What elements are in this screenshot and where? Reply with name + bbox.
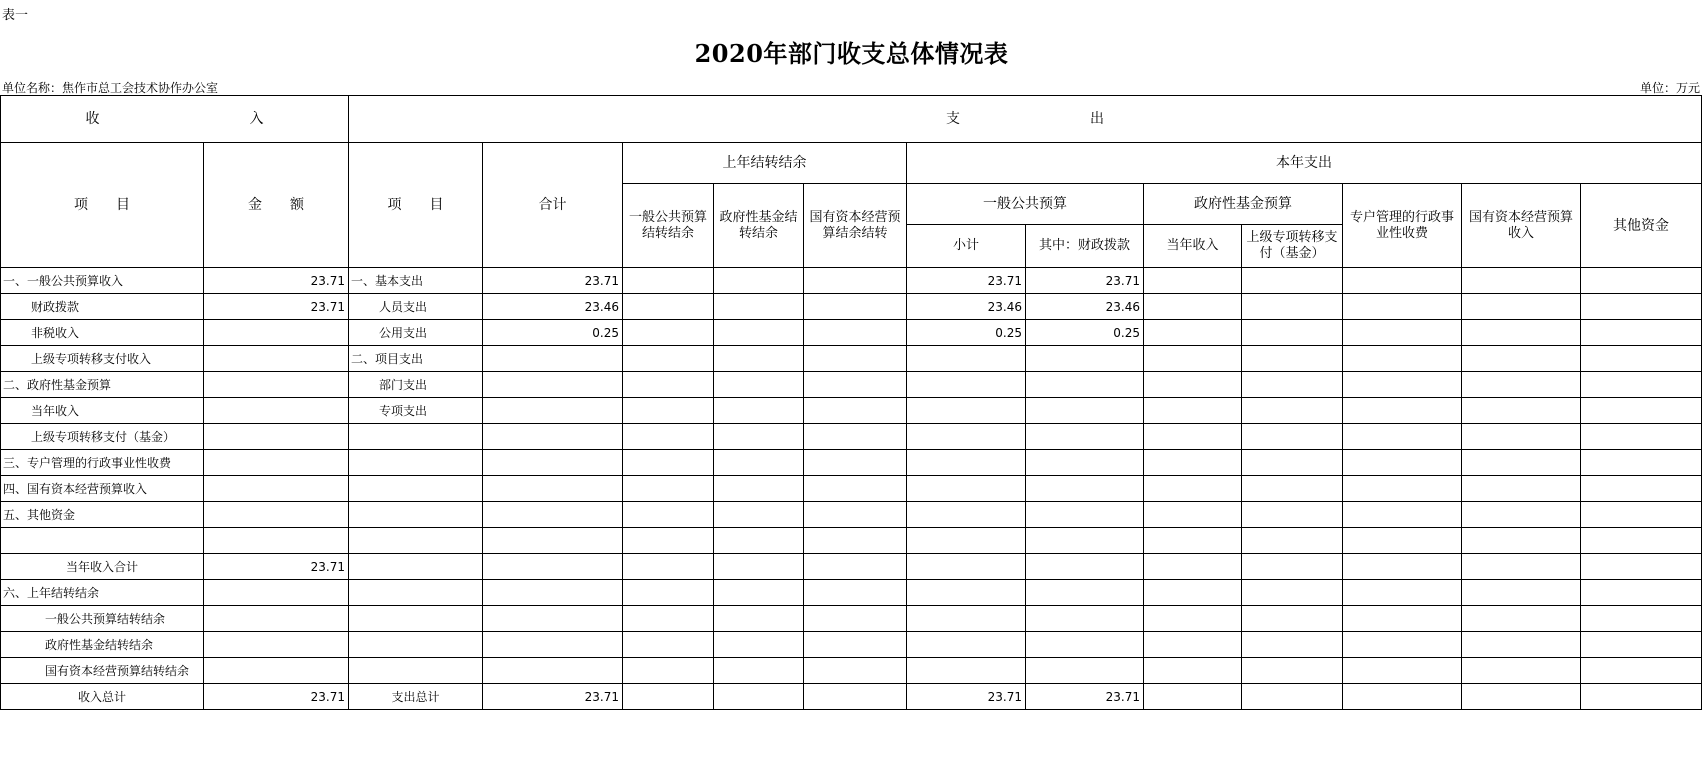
amount-cell: 23.71 — [204, 268, 349, 294]
gpb-carry-cell — [623, 398, 714, 424]
fiscal-alloc-cell — [1026, 580, 1144, 606]
special-fee-cell — [1343, 476, 1462, 502]
other-funds-cell — [1581, 398, 1702, 424]
upper-transfer-cell — [1242, 346, 1343, 372]
subtotal-cell — [907, 632, 1026, 658]
income-item-cell: 五、其他资金 — [1, 502, 204, 528]
current-income-cell — [1144, 294, 1242, 320]
soe-income-cell — [1462, 658, 1581, 684]
soe-carry-cell — [804, 476, 907, 502]
special-fee-cell — [1343, 320, 1462, 346]
gpb-carry-cell — [623, 554, 714, 580]
total-cell — [483, 398, 623, 424]
current-income-cell — [1144, 450, 1242, 476]
gfund-carry-cell — [714, 346, 804, 372]
subtotal-cell — [907, 528, 1026, 554]
total-cell: 0.25 — [483, 320, 623, 346]
expense-header-char-1: 支 — [946, 111, 961, 127]
upper-transfer-cell — [1242, 606, 1343, 632]
gfund-carry-cell — [714, 424, 804, 450]
soe-income-cell — [1462, 372, 1581, 398]
col-header-soe-carry: 国有资本经营预算结余结转 — [804, 184, 907, 268]
expense-header-char-2: 出 — [1090, 111, 1105, 127]
table-row — [1, 294, 1702, 320]
upper-transfer-cell — [1242, 554, 1343, 580]
gpb-carry-cell — [623, 268, 714, 294]
income-section-header — [1, 96, 349, 143]
soe-carry-cell — [804, 372, 907, 398]
table-row — [1, 502, 1702, 528]
col-header-special-fee: 专户管理的行政事业性收费 — [1343, 184, 1462, 268]
soe-carry-cell — [804, 554, 907, 580]
upper-transfer-cell — [1242, 320, 1343, 346]
col-header-gfund-carry: 政府性基金结转结余 — [714, 184, 804, 268]
current-income-cell — [1144, 476, 1242, 502]
other-funds-cell — [1581, 554, 1702, 580]
expense-item-cell: 部门支出 — [349, 372, 483, 398]
special-fee-cell — [1343, 502, 1462, 528]
gfund-carry-cell — [714, 320, 804, 346]
expense-item-cell: 人员支出 — [349, 294, 483, 320]
income-item-cell: 一、一般公共预算收入 — [1, 268, 204, 294]
soe-carry-cell — [804, 528, 907, 554]
total-cell — [483, 528, 623, 554]
other-funds-cell — [1581, 658, 1702, 684]
header-row-group — [1, 143, 1702, 184]
expense-item-cell — [349, 424, 483, 450]
col-header-fiscal-alloc: 其中：财政拨款 — [1026, 225, 1144, 268]
expense-item-cell — [349, 658, 483, 684]
total-cell: 23.46 — [483, 294, 623, 320]
current-income-cell — [1144, 528, 1242, 554]
col-header-expense-item: 项 目 — [349, 143, 483, 268]
soe-income-cell — [1462, 606, 1581, 632]
expense-item-cell: 二、项目支出 — [349, 346, 483, 372]
amount-cell — [204, 372, 349, 398]
subtotal-cell — [907, 502, 1026, 528]
fiscal-alloc-cell — [1026, 476, 1144, 502]
subtotal-cell: 23.71 — [907, 684, 1026, 710]
gpb-carry-cell — [623, 372, 714, 398]
other-funds-cell — [1581, 268, 1702, 294]
soe-income-cell — [1462, 632, 1581, 658]
current-income-cell — [1144, 684, 1242, 710]
col-header-upper-transfer: 上级专项转移支付（基金） — [1242, 225, 1343, 268]
gfund-carry-cell — [714, 450, 804, 476]
expense-section-header — [349, 96, 1702, 143]
expense-item-cell — [349, 632, 483, 658]
gpb-carry-cell — [623, 658, 714, 684]
gpb-carry-cell — [623, 606, 714, 632]
soe-income-cell — [1462, 268, 1581, 294]
amount-cell — [204, 658, 349, 684]
table-row — [1, 658, 1702, 684]
income-item-cell: 一般公共预算结转结余 — [1, 606, 204, 632]
current-income-cell — [1144, 554, 1242, 580]
other-funds-cell — [1581, 346, 1702, 372]
special-fee-cell — [1343, 684, 1462, 710]
upper-transfer-cell — [1242, 268, 1343, 294]
table-row — [1, 580, 1702, 606]
gfund-carry-cell — [714, 528, 804, 554]
other-funds-cell — [1581, 502, 1702, 528]
expense-item-cell — [349, 554, 483, 580]
fiscal-alloc-cell — [1026, 528, 1144, 554]
upper-transfer-cell — [1242, 502, 1343, 528]
soe-carry-cell — [804, 398, 907, 424]
amount-cell — [204, 450, 349, 476]
col-header-other-funds: 其他资金 — [1581, 184, 1702, 268]
table-number: 表一 — [2, 8, 29, 23]
current-income-cell — [1144, 346, 1242, 372]
soe-carry-cell — [804, 632, 907, 658]
income-item-cell: 上级专项转移支付（基金） — [1, 424, 204, 450]
table-row — [1, 372, 1702, 398]
table-row — [1, 476, 1702, 502]
fiscal-alloc-cell — [1026, 554, 1144, 580]
total-cell — [483, 424, 623, 450]
upper-transfer-cell — [1242, 580, 1343, 606]
upper-transfer-cell — [1242, 450, 1343, 476]
special-fee-cell — [1343, 554, 1462, 580]
fiscal-alloc-cell: 0.25 — [1026, 320, 1144, 346]
soe-carry-cell — [804, 450, 907, 476]
fiscal-alloc-cell — [1026, 502, 1144, 528]
gfund-carry-cell — [714, 398, 804, 424]
amount-cell — [204, 346, 349, 372]
soe-carry-cell — [804, 580, 907, 606]
gfund-carry-cell — [714, 684, 804, 710]
other-funds-cell — [1581, 372, 1702, 398]
col-header-prev-carryover: 上年结转结余 — [623, 143, 907, 184]
amount-cell — [204, 476, 349, 502]
page-title: 2020年部门收支总体情况表 — [694, 39, 1009, 68]
table-row — [1, 632, 1702, 658]
amount-cell — [204, 606, 349, 632]
col-header-current-income: 当年收入 — [1144, 225, 1242, 268]
fiscal-alloc-cell: 23.46 — [1026, 294, 1144, 320]
gpb-carry-cell — [623, 502, 714, 528]
table-row — [1, 424, 1702, 450]
soe-income-cell — [1462, 580, 1581, 606]
income-item-cell: 上级专项转移支付收入 — [1, 346, 204, 372]
income-item-cell: 财政拨款 — [1, 294, 204, 320]
income-header-char-2: 入 — [249, 111, 264, 127]
special-fee-cell — [1343, 580, 1462, 606]
table-row — [1, 528, 1702, 554]
total-cell — [483, 606, 623, 632]
amount-cell — [204, 632, 349, 658]
total-cell — [483, 476, 623, 502]
special-fee-cell — [1343, 450, 1462, 476]
amount-cell — [204, 528, 349, 554]
gfund-carry-cell — [714, 658, 804, 684]
gfund-carry-cell — [714, 606, 804, 632]
current-income-cell — [1144, 658, 1242, 684]
total-cell — [483, 372, 623, 398]
special-fee-cell — [1343, 268, 1462, 294]
expense-item-cell — [349, 476, 483, 502]
special-fee-cell — [1343, 398, 1462, 424]
current-income-cell — [1144, 580, 1242, 606]
total-cell — [483, 580, 623, 606]
gfund-carry-cell — [714, 476, 804, 502]
table-row — [1, 554, 1702, 580]
col-header-gpb-carry: 一般公共预算结转结余 — [623, 184, 714, 268]
income-header-char-1: 收 — [85, 111, 100, 127]
soe-income-cell — [1462, 554, 1581, 580]
other-funds-cell — [1581, 528, 1702, 554]
subtotal-cell — [907, 424, 1026, 450]
subtotal-cell — [907, 606, 1026, 632]
total-cell — [483, 346, 623, 372]
total-cell — [483, 554, 623, 580]
soe-income-cell — [1462, 398, 1581, 424]
upper-transfer-cell — [1242, 294, 1343, 320]
income-item-cell — [1, 528, 204, 554]
soe-income-cell — [1462, 450, 1581, 476]
soe-carry-cell — [804, 684, 907, 710]
income-item-cell: 收入总计 — [1, 684, 204, 710]
header-row-section — [1, 96, 1702, 143]
fiscal-alloc-cell: 23.71 — [1026, 268, 1144, 294]
special-fee-cell — [1343, 346, 1462, 372]
expense-item-cell — [349, 528, 483, 554]
soe-carry-cell — [804, 606, 907, 632]
soe-carry-cell — [804, 346, 907, 372]
current-income-cell — [1144, 398, 1242, 424]
total-cell: 23.71 — [483, 268, 623, 294]
gfund-carry-cell — [714, 580, 804, 606]
other-funds-cell — [1581, 476, 1702, 502]
current-income-cell — [1144, 502, 1242, 528]
fiscal-alloc-cell: 23.71 — [1026, 684, 1144, 710]
upper-transfer-cell — [1242, 398, 1343, 424]
amount-cell — [204, 398, 349, 424]
fiscal-alloc-cell — [1026, 450, 1144, 476]
fiscal-alloc-cell — [1026, 632, 1144, 658]
gpb-carry-cell — [623, 346, 714, 372]
upper-transfer-cell — [1242, 632, 1343, 658]
soe-income-cell — [1462, 476, 1581, 502]
total-cell — [483, 502, 623, 528]
subtotal-cell: 23.71 — [907, 268, 1026, 294]
col-header-subtotal: 小计 — [907, 225, 1026, 268]
special-fee-cell — [1343, 372, 1462, 398]
subtotal-cell — [907, 554, 1026, 580]
total-cell — [483, 632, 623, 658]
gfund-carry-cell — [714, 554, 804, 580]
other-funds-cell — [1581, 632, 1702, 658]
income-item-cell: 政府性基金结转结余 — [1, 632, 204, 658]
soe-carry-cell — [804, 294, 907, 320]
fiscal-alloc-cell — [1026, 606, 1144, 632]
subtotal-cell: 0.25 — [907, 320, 1026, 346]
other-funds-cell — [1581, 320, 1702, 346]
fiscal-alloc-cell — [1026, 398, 1144, 424]
current-income-cell — [1144, 632, 1242, 658]
current-income-cell — [1144, 424, 1242, 450]
income-item-cell: 国有资本经营预算结转结余 — [1, 658, 204, 684]
table-row — [1, 606, 1702, 632]
gpb-carry-cell — [623, 684, 714, 710]
budget-table — [0, 95, 1702, 710]
expense-item-cell — [349, 502, 483, 528]
soe-income-cell — [1462, 528, 1581, 554]
upper-transfer-cell — [1242, 476, 1343, 502]
current-income-cell — [1144, 606, 1242, 632]
other-funds-cell — [1581, 580, 1702, 606]
subtotal-cell — [907, 476, 1026, 502]
upper-transfer-cell — [1242, 372, 1343, 398]
special-fee-cell — [1343, 424, 1462, 450]
col-header-current-expense: 本年支出 — [907, 143, 1702, 184]
gpb-carry-cell — [623, 632, 714, 658]
amount-cell — [204, 424, 349, 450]
current-income-cell — [1144, 372, 1242, 398]
subtotal-cell — [907, 346, 1026, 372]
upper-transfer-cell — [1242, 658, 1343, 684]
fiscal-alloc-cell — [1026, 658, 1144, 684]
other-funds-cell — [1581, 294, 1702, 320]
gpb-carry-cell — [623, 450, 714, 476]
special-fee-cell — [1343, 294, 1462, 320]
gfund-carry-cell — [714, 372, 804, 398]
other-funds-cell — [1581, 684, 1702, 710]
soe-carry-cell — [804, 268, 907, 294]
income-item-cell: 非税收入 — [1, 320, 204, 346]
special-fee-cell — [1343, 528, 1462, 554]
current-income-cell — [1144, 320, 1242, 346]
gpb-carry-cell — [623, 294, 714, 320]
table-row — [1, 684, 1702, 710]
subtotal-cell — [907, 372, 1026, 398]
col-header-total: 合计 — [483, 143, 623, 268]
soe-carry-cell — [804, 658, 907, 684]
soe-income-cell — [1462, 424, 1581, 450]
col-header-soe-income: 国有资本经营预算收入 — [1462, 184, 1581, 268]
fiscal-alloc-cell — [1026, 424, 1144, 450]
other-funds-cell — [1581, 450, 1702, 476]
upper-transfer-cell — [1242, 528, 1343, 554]
gpb-carry-cell — [623, 528, 714, 554]
col-header-amount: 金 额 — [204, 143, 349, 268]
gpb-carry-cell — [623, 320, 714, 346]
col-header-gpb: 一般公共预算 — [907, 184, 1144, 225]
expense-item-cell — [349, 580, 483, 606]
income-item-cell: 二、政府性基金预算 — [1, 372, 204, 398]
amount-cell — [204, 502, 349, 528]
amount-cell: 23.71 — [204, 554, 349, 580]
soe-carry-cell — [804, 502, 907, 528]
special-fee-cell — [1343, 606, 1462, 632]
soe-carry-cell — [804, 424, 907, 450]
soe-income-cell — [1462, 294, 1581, 320]
total-cell: 23.71 — [483, 684, 623, 710]
table-row — [1, 346, 1702, 372]
soe-income-cell — [1462, 346, 1581, 372]
subtotal-cell — [907, 450, 1026, 476]
upper-transfer-cell — [1242, 684, 1343, 710]
income-item-cell: 六、上年结转结余 — [1, 580, 204, 606]
amount-cell — [204, 320, 349, 346]
income-item-cell: 当年收入 — [1, 398, 204, 424]
expense-item-cell — [349, 450, 483, 476]
soe-carry-cell — [804, 320, 907, 346]
col-header-income-item: 项 目 — [1, 143, 204, 268]
amount-cell: 23.71 — [204, 684, 349, 710]
expense-item-cell — [349, 606, 483, 632]
other-funds-cell — [1581, 606, 1702, 632]
subtotal-cell — [907, 580, 1026, 606]
subtotal-cell: 23.46 — [907, 294, 1026, 320]
income-item-cell: 当年收入合计 — [1, 554, 204, 580]
unit-name: 单位名称：焦作市总工会技术协作办公室 — [2, 81, 219, 95]
expense-item-cell: 一、基本支出 — [349, 268, 483, 294]
special-fee-cell — [1343, 632, 1462, 658]
fiscal-alloc-cell — [1026, 372, 1144, 398]
upper-transfer-cell — [1242, 424, 1343, 450]
gfund-carry-cell — [714, 268, 804, 294]
table-row — [1, 320, 1702, 346]
unit-label: 单位：万元 — [1639, 81, 1700, 95]
table-row — [1, 268, 1702, 294]
table-row — [1, 398, 1702, 424]
gfund-carry-cell — [714, 294, 804, 320]
total-cell — [483, 450, 623, 476]
soe-income-cell — [1462, 320, 1581, 346]
fiscal-alloc-cell — [1026, 346, 1144, 372]
gfund-carry-cell — [714, 632, 804, 658]
income-item-cell: 四、国有资本经营预算收入 — [1, 476, 204, 502]
expense-item-cell: 公用支出 — [349, 320, 483, 346]
gpb-carry-cell — [623, 424, 714, 450]
col-header-gfund: 政府性基金预算 — [1144, 184, 1343, 225]
amount-cell: 23.71 — [204, 294, 349, 320]
income-item-cell: 三、专户管理的行政事业性收费 — [1, 450, 204, 476]
expense-item-cell: 支出总计 — [349, 684, 483, 710]
table-row — [1, 450, 1702, 476]
gfund-carry-cell — [714, 502, 804, 528]
expense-item-cell: 专项支出 — [349, 398, 483, 424]
gpb-carry-cell — [623, 580, 714, 606]
current-income-cell — [1144, 268, 1242, 294]
subtotal-cell — [907, 658, 1026, 684]
amount-cell — [204, 580, 349, 606]
gpb-carry-cell — [623, 476, 714, 502]
subtotal-cell — [907, 398, 1026, 424]
total-cell — [483, 658, 623, 684]
special-fee-cell — [1343, 658, 1462, 684]
soe-income-cell — [1462, 684, 1581, 710]
other-funds-cell — [1581, 424, 1702, 450]
soe-income-cell — [1462, 502, 1581, 528]
